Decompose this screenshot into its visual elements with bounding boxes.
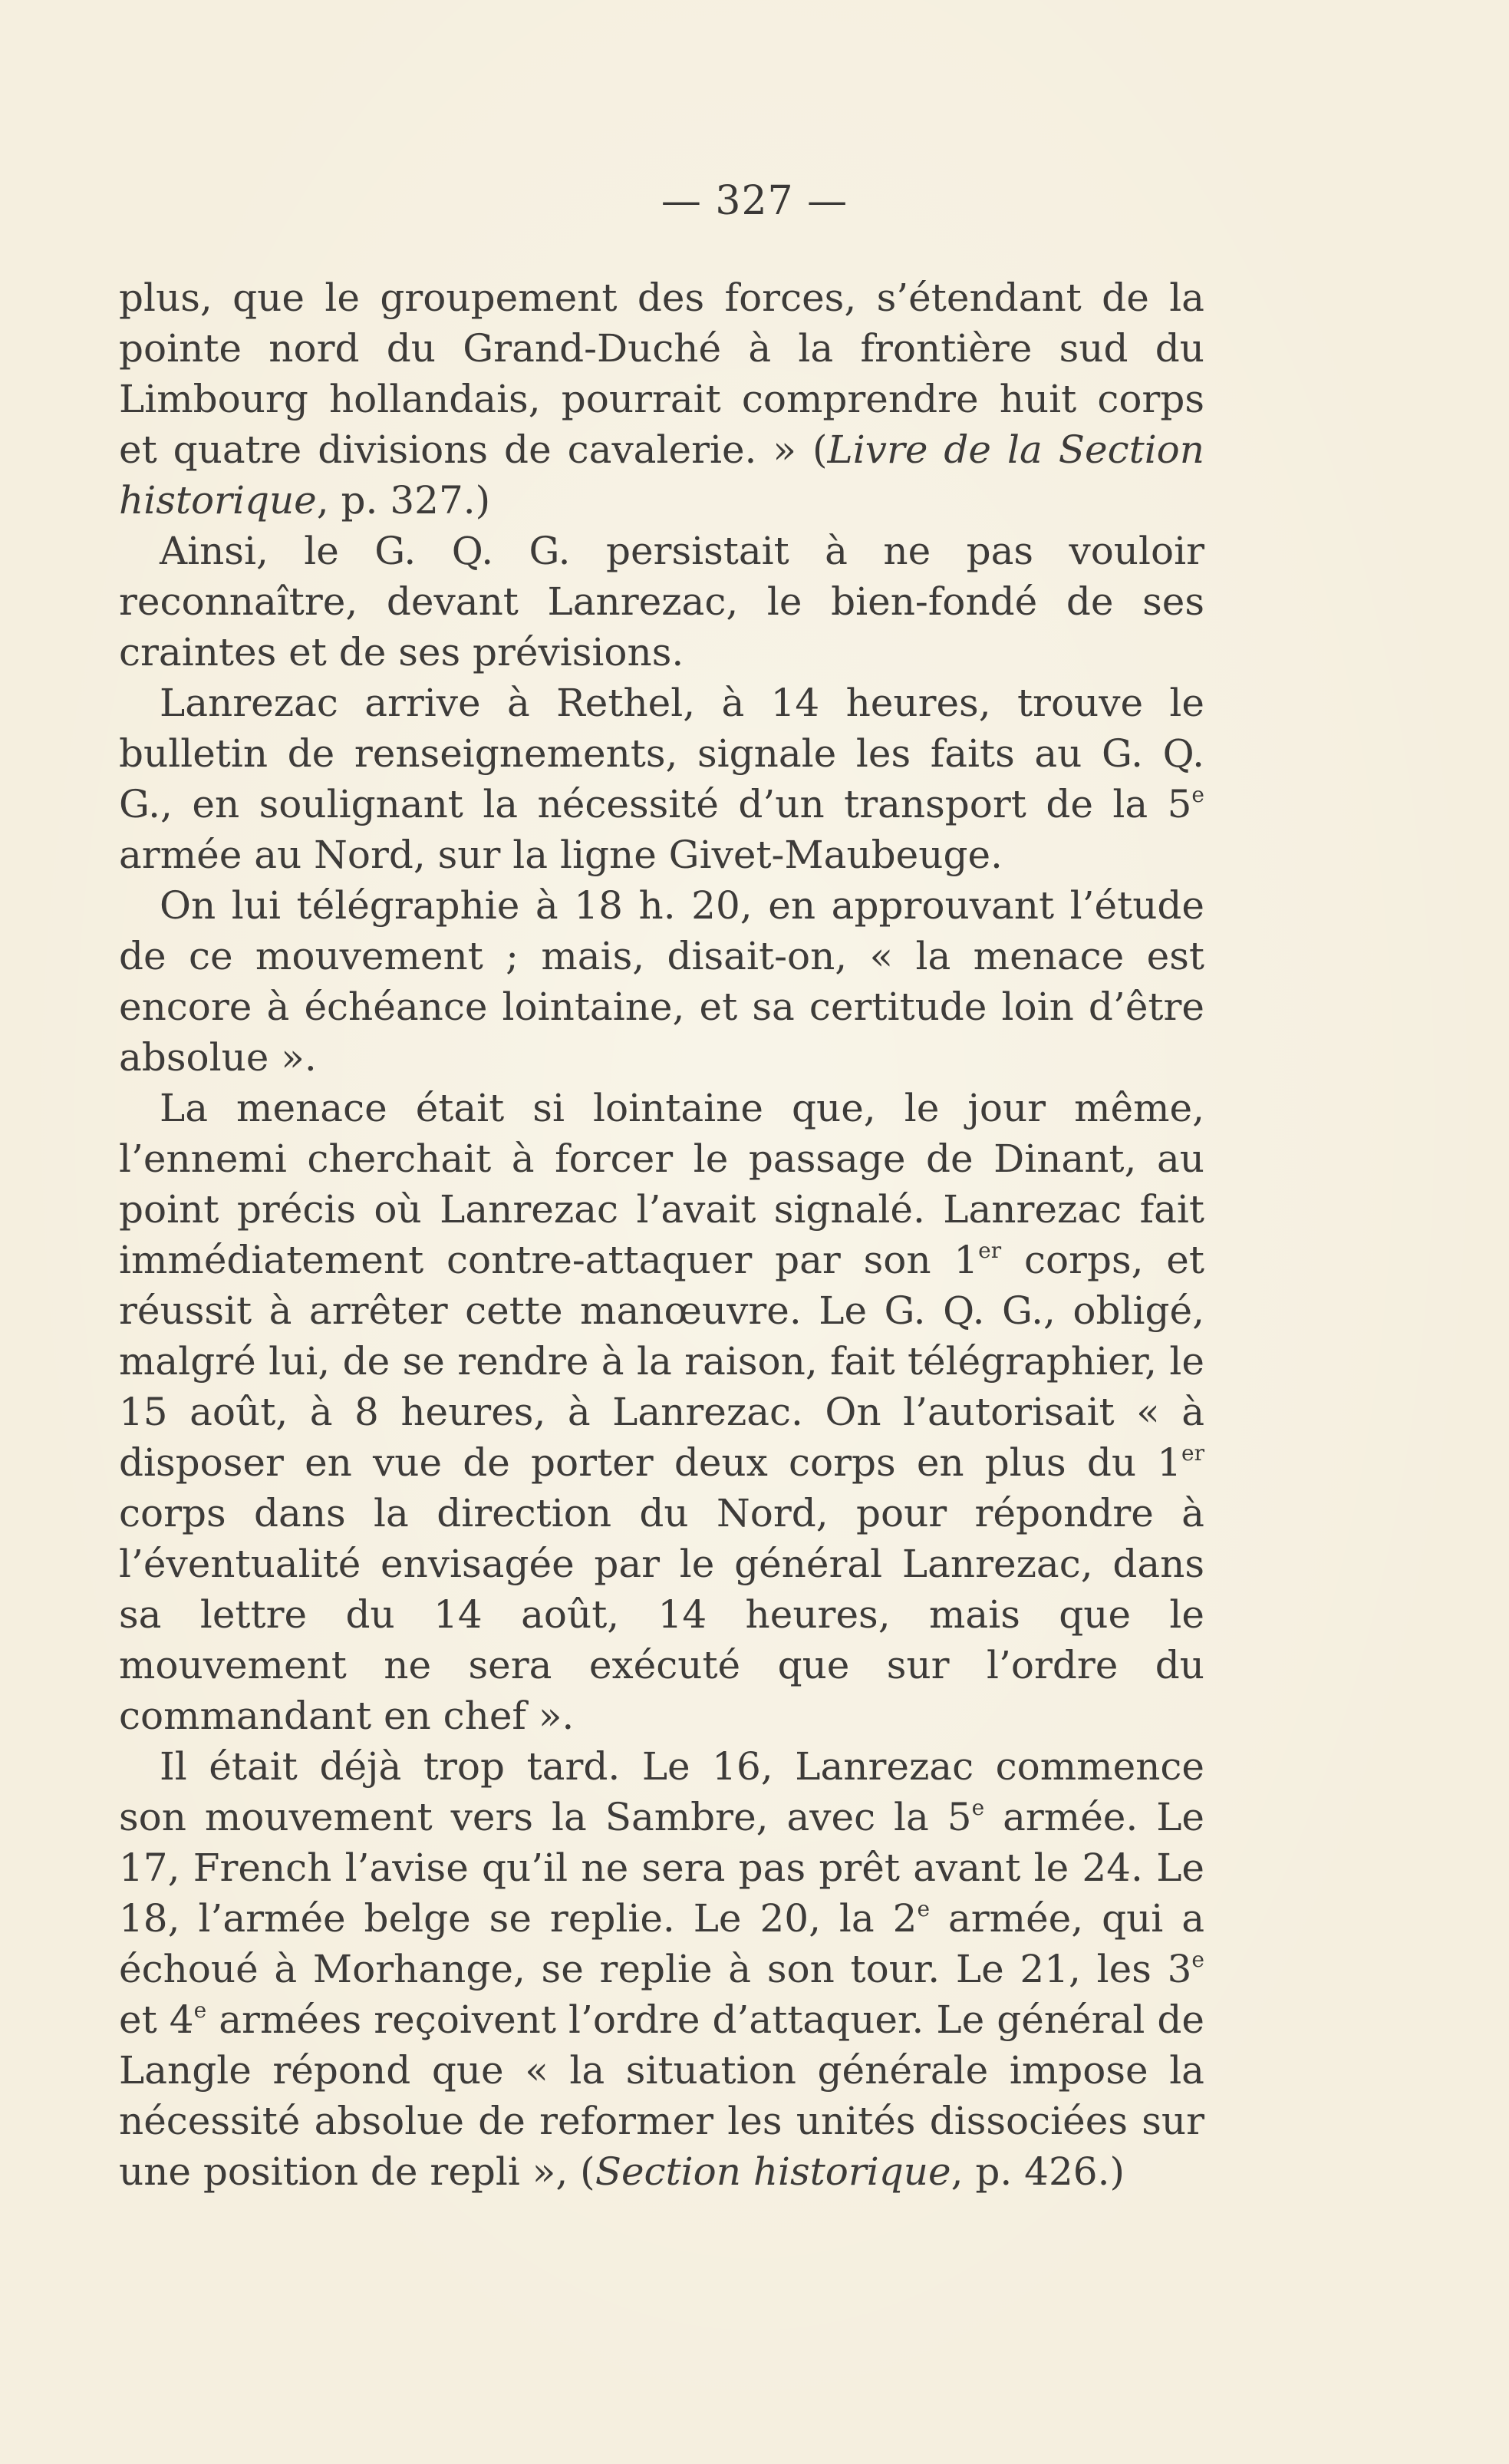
text-run: , p. 327.) bbox=[316, 478, 491, 523]
text-run: On lui télégraphie à 18 h. 20, en approuvant l’étude de ce mouvement ; mais, disait-on, « la menace est encore à échéance lointaine, et sa certitude loin d’être absolue ». bbox=[119, 883, 1204, 1080]
text-run: La menace était si lointaine que, le jour même, l’ennemi cherchait à forcer le passage de Dinant, au point précis où Lanrezac l’avait signalé. Lanrezac fait immédiatement contre-attaquer par son 1 bbox=[119, 1086, 1204, 1282]
paragraph bbox=[119, 678, 1204, 880]
superscript-ordinal: er bbox=[1181, 1440, 1204, 1466]
paragraph bbox=[119, 1741, 1204, 2197]
superscript-ordinal: e bbox=[971, 1795, 985, 1820]
superscript-ordinal: e bbox=[193, 1997, 207, 2023]
text-run: corps dans la direction du Nord, pour répondre à l’éventualité envisagée par le général Lanrezac, dans sa lettre du 14 août, 14 heures, mais que le mouvement ne sera exécuté que sur l’ordre du commandant en chef ». bbox=[119, 1491, 1204, 1738]
text-run: , p. 426.) bbox=[951, 2149, 1125, 2194]
text-run: armée, qui a échoué à Morhange, se replie à son tour. Le 21, les 3 bbox=[119, 1896, 1205, 1991]
text-run: Lanrezac arrive à Rethel, à 14 heures, trouve le bulletin de renseignements, signale les faits au G. Q. G., en soulignant la nécessité d’un transport de la 5 bbox=[119, 681, 1204, 826]
paragraph bbox=[119, 526, 1204, 678]
body-text bbox=[119, 272, 1204, 2197]
text-run: armée au Nord, sur la ligne Givet-Maubeuge. bbox=[119, 833, 1003, 877]
page-number: — 327 — bbox=[661, 178, 848, 224]
text-run: armée. Le 17, French l’avise qu’il ne sera pas prêt avant le 24. Le 18, l’armée belge se replie. Le 20, la 2 bbox=[119, 1795, 1204, 1941]
text-run: Ainsi, le G. Q. G. persistait à ne pas vouloir reconnaître, devant Lanrezac, le bien-fondé de ses craintes et de ses prévisions. bbox=[119, 529, 1204, 675]
text-run: corps, et réussit à arrêter cette manœuvre. Le G. Q. G., obligé, malgré lui, de se rendre à la raison, fait télégraphier, le 15 août, à 8 heures, à Lanrezac. On l’autorisait « à disposer en vue de porter deux corps en plus du 1 bbox=[119, 1238, 1204, 1485]
paragraph bbox=[119, 880, 1204, 1083]
superscript-ordinal: er bbox=[978, 1238, 1002, 1263]
italic-citation: Livre de la Section historique bbox=[119, 427, 1204, 523]
text-run: et 4 bbox=[119, 1997, 194, 2042]
italic-citation: Section historique bbox=[595, 2149, 951, 2194]
text-run: armées reçoivent l’ordre d’attaquer. Le général de Langle répond que « la situation générale impose la nécessité absolue de reformer les unités dissociées sur une position de repli », ( bbox=[119, 1997, 1205, 2194]
paragraph bbox=[119, 1083, 1204, 1741]
superscript-ordinal: e bbox=[1191, 782, 1204, 807]
paragraph bbox=[119, 272, 1204, 526]
text-run: plus, que le groupement des forces, s’étendant de la pointe nord du Grand-Duché à la frontière sud du Limbourg hollandais, pourrait comprendre huit corps et quatre divisions de cavalerie. » ( bbox=[119, 275, 1204, 472]
superscript-ordinal: e bbox=[917, 1896, 931, 1921]
superscript-ordinal: e bbox=[1191, 1947, 1204, 1972]
text-run: Il était déjà trop tard. Le 16, Lanrezac commence son mouvement vers la Sambre, avec la 5 bbox=[119, 1744, 1204, 1839]
